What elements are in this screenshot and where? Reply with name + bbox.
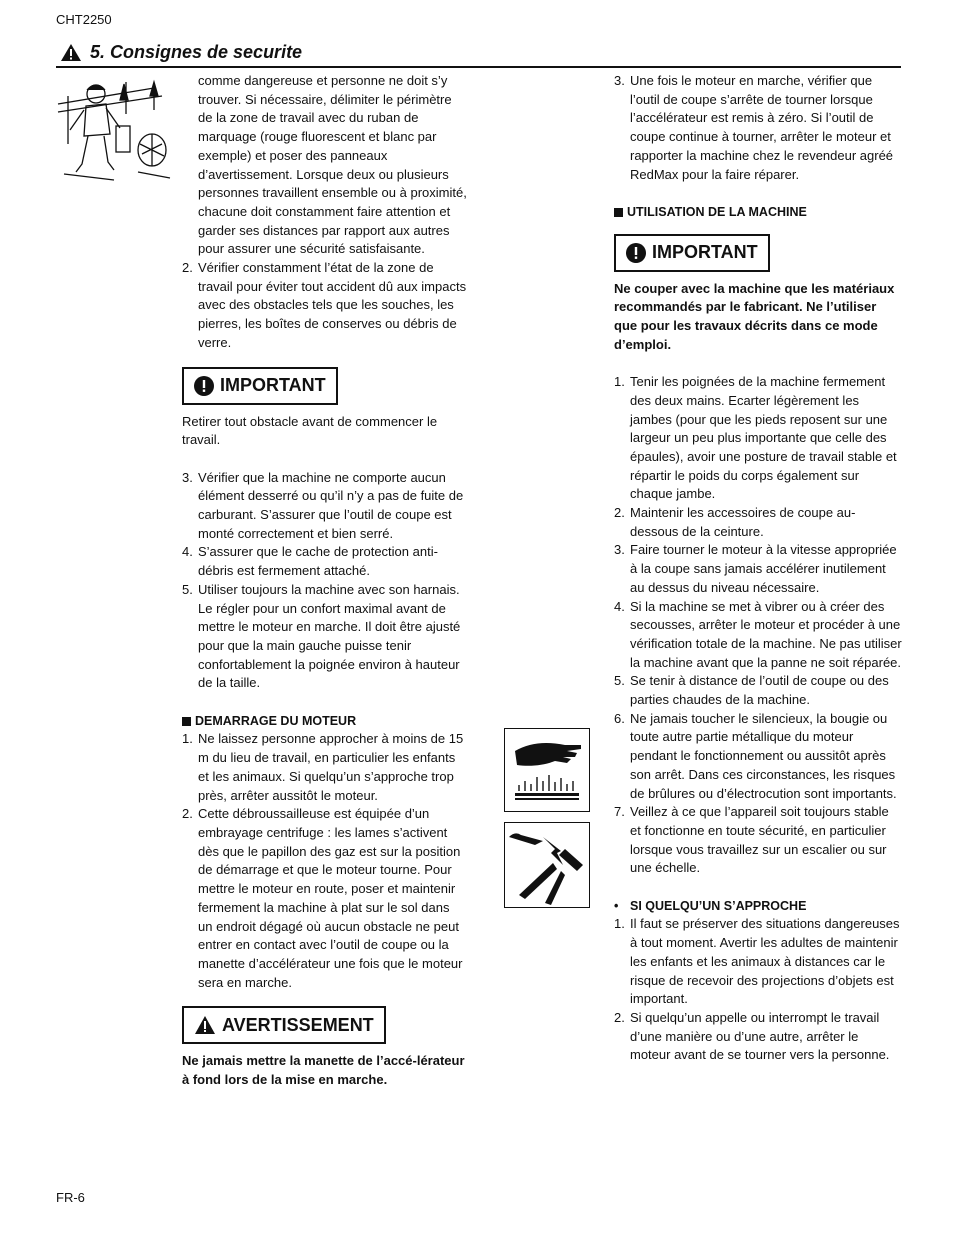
- square-bullet-icon: [182, 717, 191, 726]
- electric-shock-pictogram: [504, 822, 590, 908]
- important-label: IMPORTANT: [652, 242, 758, 263]
- section-heading-approach: • SI QUELQU’UN S’APPROCHE: [614, 898, 807, 913]
- page-title: 5. Consignes de securite: [90, 42, 303, 62]
- important-box: [614, 234, 770, 272]
- exclamation-icon: [626, 243, 646, 263]
- list-item: 5. Utiliser toujours la machine avec son harnais. Le régler pour un confort maximal avant de mettre le moteur en marche. Il doit être ajusté pour que la main gauche puisse tenir confortablement la poignée environ à hauteur de la taille.: [182, 581, 461, 691]
- list-item: 3. Une fois le moteur en marche, vérifier que l’outil de coupe s’arrête de tourner lorsque l’accélérateur est remis à zéro. Si l’outil de coupe continue à tourner, arrêter le moteur et rapporter la machine chez le revendeur agréé RedMax pour la faire réparer.: [614, 73, 894, 182]
- list-item: 6. Ne jamais toucher le silencieux, la bougie ou toute autre partie métallique du moteur pendant le fonctionnement ou aussitôt après son arrêt. Dans ces circonstances, les risques de brûlures ou d’électrocution sont importants.: [614, 710, 897, 801]
- list-item: 7. Veillez à ce que l’appareil soit toujours stable et fonctionne en toute sécurité, en particulier lorsque vous travaillez sur un escalier ou sur une échelle.: [614, 804, 889, 876]
- important-box: [182, 367, 338, 405]
- model-number: CHT2250: [56, 12, 112, 27]
- left-column: [182, 72, 467, 1090]
- right-column: [614, 72, 902, 1065]
- page-number: FR-6: [56, 1190, 85, 1205]
- list-item: 5. Se tenir à distance de l’outil de coupe ou des parties chaudes de la machine.: [614, 673, 889, 708]
- hot-surface-pictogram: [504, 728, 590, 812]
- list-item: 4. S’assurer que le cache de protection anti-débris est fermement attaché.: [182, 544, 438, 579]
- important-label: IMPORTANT: [220, 375, 326, 396]
- section-heading-use: UTILISATION DE LA MACHINE: [614, 203, 902, 222]
- intro-paragraph: comme dangereuse et personne ne doit s’y trouver. Si nécessaire, délimiter le périmètre de la zone de travail avec du ruban de marquage (rouge fluorescent et blanc par exemple) et poser des panneaux d’avertissement. Lorsque deux ou plusieurs personnes travaillent ensemble ou à proximité, chacune doit constamment faire attention et garder ses distances par rapport aux autres pour assurer une sécurité satisfaisante.: [198, 73, 467, 257]
- square-bullet-icon: [614, 208, 623, 217]
- warning-label: AVERTISSEMENT: [222, 1014, 374, 1035]
- list-item: 4. Si la machine se met à vibrer ou à créer des secousses, arrêter le moteur et procéder à une vérification totale de la machine. Ne pas utiliser la machine avant que la panne ne soit réparée.: [614, 598, 902, 670]
- list-item: 2. Maintenir les accessoires de coupe au-dessous de la ceinture.: [614, 505, 856, 539]
- warning-triangle-icon: [60, 43, 82, 62]
- section-heading-start: DEMARRAGE DU MOTEUR: [182, 712, 467, 731]
- page-header: [56, 40, 901, 68]
- warning-box: [182, 1006, 386, 1044]
- important-text: Ne couper avec la machine que les matériaux recommandés par le fabricant. Ne l’utiliser que pour les travaux décrits dans ce mode d’emploi.: [614, 280, 895, 352]
- list-item: 2. Vérifier constamment l’état de la zone de travail pour éviter tout accident dû aux impacts avec des obstacles tels que les souches, les pierres, les boîtes de conserves ou débris de verre.: [182, 260, 467, 350]
- list-item: 1. Ne laissez personne approcher à moins de 15 m du lieu de travail, en particulier les enfants et les animaux. Si quelqu’un s’approche trop près, arrêter aussitôt le moteur.: [182, 731, 464, 803]
- electric-shock-icon: [505, 823, 589, 907]
- list-item: 1. Il faut se préserver des situations dangereuses à tout moment. Avertir les adultes de maintenir les enfants et les animaux à distances car le risque de recevoir des projections d’objets est important.: [614, 916, 900, 1007]
- important-text: Retirer tout obstacle avant de commencer le travail.: [182, 413, 438, 448]
- list-item: 3. Vérifier que la machine ne comporte aucun élément desserré ou qu’il n’y a pas de fuite de carburant. S’assurer que l’outil de coupe est monté correctement et bien serré.: [182, 469, 464, 541]
- warning-triangle-icon: [194, 1015, 216, 1035]
- list-item: 2. Si quelqu’un appelle ou interrompt le travail d’une manière ou d’une autre, arrêter le moteur avant de se tourner vers la personne.: [614, 1010, 890, 1063]
- list-item: 3. Faire tourner le moteur à la vitesse appropriée à la coupe sans jamais accélérer inutilement au dessus du niveau nécessaire.: [614, 542, 897, 595]
- warning-text: Ne jamais mettre la manette de l’accé-lérateur à fond lors de la mise en marche.: [182, 1053, 465, 1088]
- hand-heat-icon: [505, 729, 589, 811]
- worker-illustration: [54, 74, 172, 186]
- exclamation-icon: [194, 376, 214, 396]
- list-item: 2. Cette débroussailleuse est équipée d’un embrayage centrifuge : les lames s’activent dès que le papillon des gaz est sur la position de démarrage et que le moteur tourne. Pour mettre le moteur en route, poser et maintenir fermement la machine à plat sur le sol dans un endroit dégagé où aucun obstacle ne peut entrer en contact avec l’outil de coupe ou la manette d’accélérateur une fois que le moteur sera en marche.: [182, 806, 463, 990]
- list-item: 1. Tenir les poignées de la machine fermement des deux mains. Ecarter légèrement les jambes (pour que les pieds reposent sur une largeur un peu plus importante que celle des épaules), avoir une posture de travail stable et répartir le poids du corps également sur chaque jambe.: [614, 374, 897, 502]
